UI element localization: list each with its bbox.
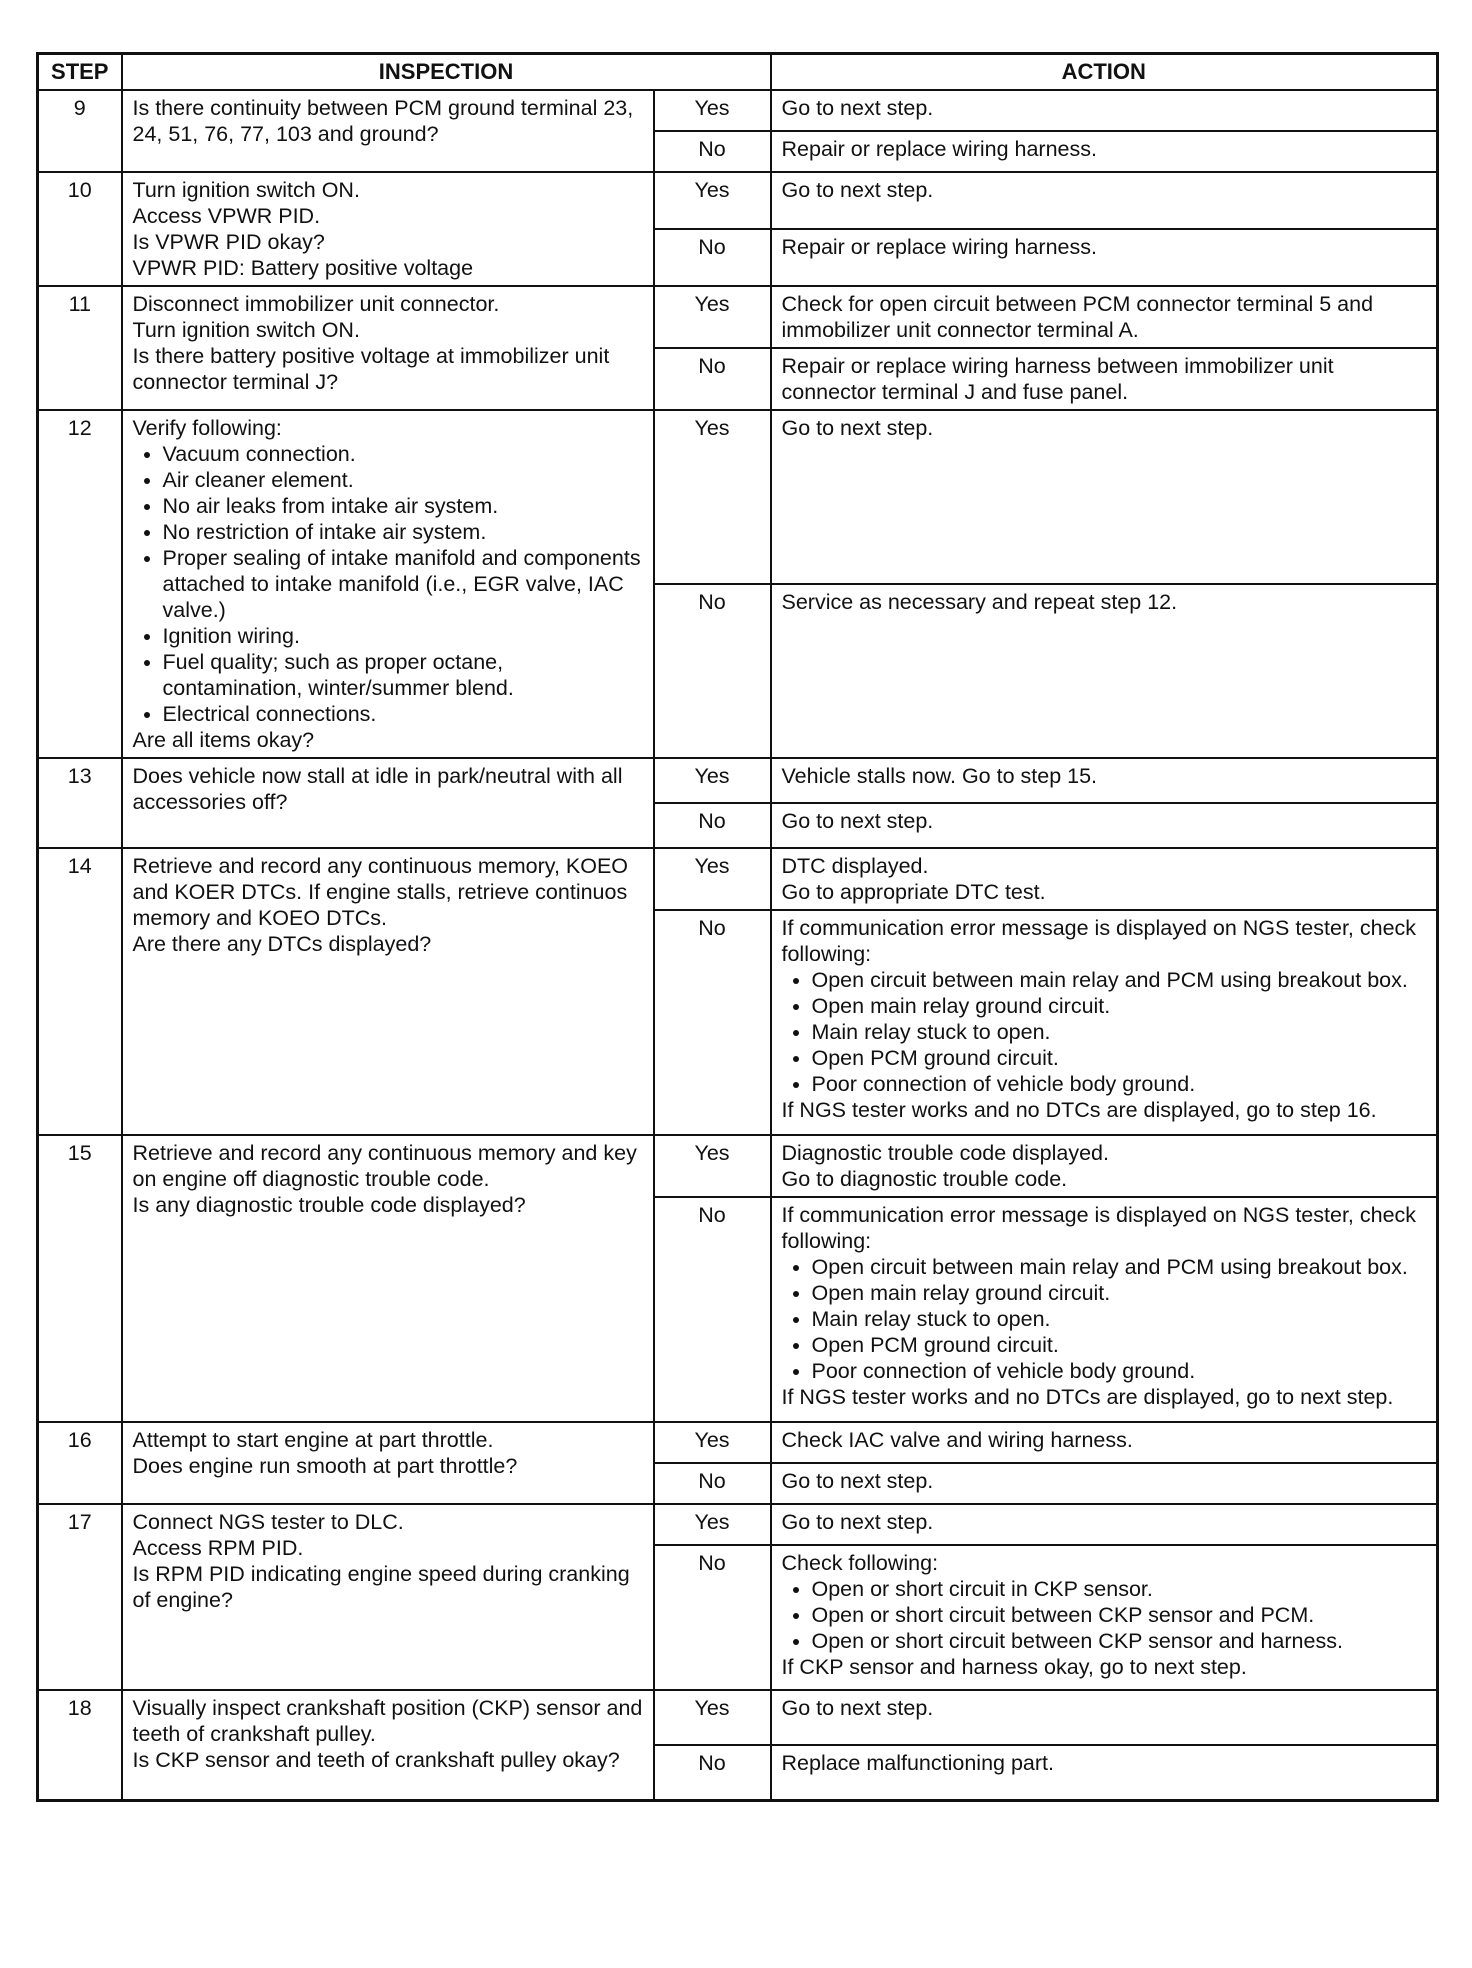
- yes-label: Yes: [654, 410, 771, 584]
- action-line: Check for open circuit between PCM connector terminal 5 and immobilizer unit connector terminal A.: [781, 292, 1374, 342]
- yes-action-cell: [771, 1135, 1438, 1197]
- step-number: 17: [38, 1504, 122, 1690]
- step-number: 9: [38, 90, 122, 172]
- action-checklist: [782, 1576, 1427, 1654]
- action-line: Go to appropriate DTC test.: [781, 880, 1046, 904]
- action-line: Service as necessary and repeat step 12.: [781, 590, 1178, 614]
- action-checklist: [782, 1254, 1427, 1384]
- no-action-cell: [771, 1463, 1438, 1504]
- inspection-line: Verify following:: [132, 416, 282, 440]
- yes-action-cell: [771, 286, 1438, 348]
- inspection-cell: [122, 848, 654, 1135]
- step-number: 11: [38, 286, 122, 410]
- inspection-line: Retrieve and record any continuous memory and key on engine off diagnostic trouble code.: [132, 1141, 637, 1191]
- table-row: [38, 90, 1438, 131]
- checklist-item: • Proper sealing of intake manifold and components attached to intake manifold (i.e., EGR valve, IAC valve.): [163, 545, 643, 623]
- no-label: No: [654, 584, 771, 758]
- yes-label: Yes: [654, 172, 771, 229]
- no-action-cell: [771, 910, 1438, 1135]
- table-body: [38, 90, 1438, 1801]
- inspection-line: Are there any DTCs displayed?: [132, 932, 432, 956]
- inspection-line: Retrieve and record any continuous memory, KOEO and KOER DTCs. If engine stalls, retrieve continuos memory and KOEO DTCs.: [132, 854, 629, 930]
- action-checklist-item: • Open main relay ground circuit.: [812, 993, 1427, 1019]
- yes-label: Yes: [654, 758, 771, 803]
- yes-action-cell: [771, 1504, 1438, 1545]
- header-action: ACTION: [771, 54, 1438, 91]
- inspection-cell: [122, 1504, 654, 1690]
- action-checklist-item: • Poor connection of vehicle body ground.: [812, 1071, 1427, 1097]
- action-line: Go to next step.: [781, 178, 934, 202]
- yes-action-cell: [771, 1422, 1438, 1463]
- action-line: Go to next step.: [781, 416, 934, 440]
- yes-action-cell: [771, 90, 1438, 131]
- no-action-cell: [771, 1197, 1438, 1422]
- inspection-line: Is any diagnostic trouble code displayed?: [132, 1193, 526, 1217]
- table-row: [38, 172, 1438, 229]
- table-row: [38, 758, 1438, 803]
- action-line: Replace malfunctioning part.: [781, 1751, 1054, 1775]
- inspection-cell: [122, 1135, 654, 1422]
- action-line: Repair or replace wiring harness between immobilizer unit connector terminal J and fuse panel.: [781, 354, 1334, 404]
- inspection-line: Does vehicle now stall at idle in park/neutral with all accessories off?: [132, 764, 623, 814]
- inspection-question: Are all items okay?: [132, 728, 315, 752]
- action-checklist-item: • Open PCM ground circuit.: [812, 1332, 1427, 1358]
- no-action-cell: [771, 348, 1438, 410]
- yes-label: Yes: [654, 1690, 771, 1745]
- checklist-item: • Air cleaner element.: [163, 467, 643, 493]
- yes-label: Yes: [654, 1135, 771, 1197]
- inspection-line: Visually inspect crankshaft position (CKP) sensor and teeth of crankshaft pulley.: [132, 1696, 643, 1746]
- step-number: 12: [38, 410, 122, 758]
- yes-action-cell: [771, 1690, 1438, 1745]
- action-line: Go to next step.: [781, 809, 934, 833]
- inspection-cell: [122, 90, 654, 172]
- action-line: Check IAC valve and wiring harness.: [781, 1428, 1133, 1452]
- action-line: If CKP sensor and harness okay, go to next step.: [781, 1655, 1247, 1679]
- yes-label: Yes: [654, 286, 771, 348]
- action-line: If communication error message is displayed on NGS tester, check following:: [781, 916, 1417, 966]
- header-row: [38, 54, 1438, 91]
- yes-label: Yes: [654, 848, 771, 910]
- table-row: [38, 1690, 1438, 1745]
- inspection-cell: [122, 758, 654, 848]
- table-row: [38, 848, 1438, 910]
- action-checklist-item: • Main relay stuck to open.: [812, 1306, 1427, 1332]
- inspection-cell: [122, 1422, 654, 1504]
- no-action-cell: [771, 131, 1438, 172]
- action-line: Vehicle stalls now. Go to step 15.: [781, 764, 1098, 788]
- no-label: No: [654, 229, 771, 286]
- action-checklist-item: • Open main relay ground circuit.: [812, 1280, 1427, 1306]
- action-line: Check following:: [781, 1551, 939, 1575]
- inspection-line: Turn ignition switch ON.: [132, 318, 360, 342]
- step-number: 18: [38, 1690, 122, 1801]
- no-label: No: [654, 1463, 771, 1504]
- no-label: No: [654, 803, 771, 848]
- yes-label: Yes: [654, 90, 771, 131]
- no-action-cell: [771, 803, 1438, 848]
- checklist-item: • Electrical connections.: [163, 701, 643, 727]
- inspection-line: Connect NGS tester to DLC.: [132, 1510, 404, 1534]
- inspection-line: Is RPM PID indicating engine speed during cranking of engine?: [132, 1562, 630, 1612]
- action-checklist-item: • Open circuit between main relay and PCM using breakout box.: [812, 1254, 1427, 1280]
- action-checklist-item: • Open or short circuit between CKP sensor and harness.: [812, 1628, 1427, 1654]
- action-line: DTC displayed.: [781, 854, 929, 878]
- no-label: No: [654, 1545, 771, 1690]
- action-line: Go to next step.: [781, 96, 934, 120]
- inspection-cell: [122, 410, 654, 758]
- inspection-line: Is VPWR PID okay?: [132, 230, 325, 254]
- inspection-line: Turn ignition switch ON.: [132, 178, 360, 202]
- inspection-cell: [122, 172, 654, 286]
- header-step: STEP: [38, 54, 122, 91]
- inspection-line: Is CKP sensor and teeth of crankshaft pulley okay?: [132, 1748, 620, 1772]
- table-row: [38, 1135, 1438, 1197]
- table-row: [38, 1422, 1438, 1463]
- action-line: Go to next step.: [781, 1696, 934, 1720]
- action-checklist-item: • Main relay stuck to open.: [812, 1019, 1427, 1045]
- inspection-checklist: [133, 441, 643, 727]
- action-line: Go to diagnostic trouble code.: [781, 1167, 1068, 1191]
- step-number: 10: [38, 172, 122, 286]
- table-row: [38, 410, 1438, 584]
- action-checklist-item: • Open or short circuit in CKP sensor.: [812, 1576, 1427, 1602]
- action-line: If NGS tester works and no DTCs are displayed, go to next step.: [781, 1385, 1394, 1409]
- action-checklist-item: • Open or short circuit between CKP sensor and PCM.: [812, 1602, 1427, 1628]
- step-number: 13: [38, 758, 122, 848]
- step-number: 16: [38, 1422, 122, 1504]
- action-line: Go to next step.: [781, 1469, 934, 1493]
- no-action-cell: [771, 1745, 1438, 1801]
- action-line: Go to next step.: [781, 1510, 934, 1534]
- action-line: Repair or replace wiring harness.: [781, 235, 1097, 259]
- checklist-item: • No air leaks from intake air system.: [163, 493, 643, 519]
- table-row: [38, 1504, 1438, 1545]
- yes-label: Yes: [654, 1504, 771, 1545]
- inspection-line: Access VPWR PID.: [132, 204, 321, 228]
- checklist-item: • Fuel quality; such as proper octane, contamination, winter/summer blend.: [163, 649, 643, 701]
- action-line: Diagnostic trouble code displayed.: [781, 1141, 1109, 1165]
- yes-action-cell: [771, 758, 1438, 803]
- action-line: If NGS tester works and no DTCs are displayed, go to step 16.: [781, 1098, 1377, 1122]
- yes-action-cell: [771, 848, 1438, 910]
- no-action-cell: [771, 229, 1438, 286]
- no-label: No: [654, 348, 771, 410]
- no-label: No: [654, 1197, 771, 1422]
- action-checklist: [782, 967, 1427, 1097]
- document-page: [36, 52, 1436, 1802]
- inspection-line: VPWR PID: Battery positive voltage: [132, 256, 474, 280]
- yes-action-cell: [771, 410, 1438, 584]
- action-line: Repair or replace wiring harness.: [781, 137, 1097, 161]
- action-line: If communication error message is displayed on NGS tester, check following:: [781, 1203, 1417, 1253]
- inspection-line: Does engine run smooth at part throttle?: [132, 1454, 518, 1478]
- table-row: [38, 286, 1438, 348]
- yes-action-cell: [771, 172, 1438, 229]
- inspection-line: Attempt to start engine at part throttle.: [132, 1428, 494, 1452]
- step-number: 14: [38, 848, 122, 1135]
- step-number: 15: [38, 1135, 122, 1422]
- action-checklist-item: • Poor connection of vehicle body ground.: [812, 1358, 1427, 1384]
- inspection-line: Is there battery positive voltage at immobilizer unit connector terminal J?: [132, 344, 610, 394]
- inspection-line: Disconnect immobilizer unit connector.: [132, 292, 500, 316]
- inspection-cell: [122, 286, 654, 410]
- checklist-item: • Vacuum connection.: [163, 441, 643, 467]
- inspection-line: Access RPM PID.: [132, 1536, 304, 1560]
- no-label: No: [654, 131, 771, 172]
- diagnostic-table: [36, 52, 1439, 1802]
- yes-label: Yes: [654, 1422, 771, 1463]
- no-label: No: [654, 910, 771, 1135]
- checklist-item: • No restriction of intake air system.: [163, 519, 643, 545]
- action-checklist-item: • Open circuit between main relay and PCM using breakout box.: [812, 967, 1427, 993]
- action-checklist-item: • Open PCM ground circuit.: [812, 1045, 1427, 1071]
- header-inspection: INSPECTION: [122, 54, 771, 91]
- checklist-item: • Ignition wiring.: [163, 623, 643, 649]
- no-label: No: [654, 1745, 771, 1801]
- no-action-cell: [771, 1545, 1438, 1690]
- inspection-line: Is there continuity between PCM ground terminal 23, 24, 51, 76, 77, 103 and ground?: [132, 96, 634, 146]
- no-action-cell: [771, 584, 1438, 758]
- inspection-cell: [122, 1690, 654, 1801]
